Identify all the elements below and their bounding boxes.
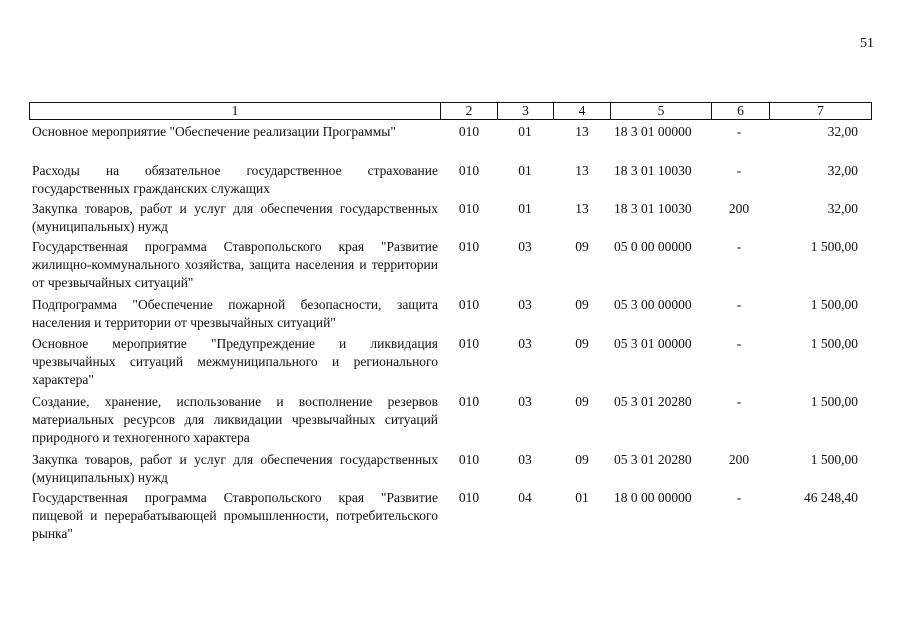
row-col-2: 010 <box>458 239 480 254</box>
row-col-5: 18 3 01 10030 <box>614 201 692 216</box>
row-col-5: 05 3 01 00000 <box>614 336 692 351</box>
row-description: Закупка товаров, работ и услуг для обеспечения государственных (муниципальных) нужд <box>32 201 438 234</box>
header-col-3: 3 <box>498 103 554 119</box>
row-col-7: 32,00 <box>827 201 858 216</box>
row-col-5: 05 3 00 00000 <box>614 297 692 312</box>
row-col-6: - <box>736 124 742 139</box>
header-col-6: 6 <box>712 103 770 119</box>
row-description: Создание, хранение, использование и восполнение резервов материальных ресурсов для ликвидации чрезвычайных ситуаций природного и техногенного характера <box>32 394 438 445</box>
row-description: Закупка товаров, работ и услуг для обеспечения государственных (муниципальных) нужд <box>32 452 438 485</box>
row-description: Основное мероприятие "Предупреждение и ликвидация чрезвычайных ситуаций межмуниципального и регионального характера" <box>32 336 438 387</box>
row-col-4: 13 <box>575 201 589 216</box>
row-col-2: 010 <box>458 297 480 312</box>
row-col-5: 05 0 00 00000 <box>614 239 692 254</box>
row-col-3: 03 <box>518 394 532 409</box>
row-col-5: 05 3 01 20280 <box>614 452 692 467</box>
row-col-7: 1 500,00 <box>810 297 858 312</box>
row-col-3: 04 <box>518 490 532 505</box>
row-col-7: 1 500,00 <box>810 336 858 351</box>
row-description: Расходы на обязательное государственное страхование государственных гражданских служащих <box>32 163 438 196</box>
row-col-3: 03 <box>518 452 532 467</box>
header-col-2: 2 <box>441 103 498 119</box>
row-col-6: - <box>736 163 742 178</box>
row-col-6: - <box>736 336 742 351</box>
row-col-3: 01 <box>518 163 532 178</box>
row-col-4: 09 <box>575 239 589 254</box>
header-col-1: 1 <box>30 103 441 119</box>
row-col-5: 05 3 01 20280 <box>614 394 692 409</box>
row-col-2: 010 <box>458 336 480 351</box>
row-col-3: 03 <box>518 336 532 351</box>
row-col-6: - <box>736 394 742 409</box>
row-col-7: 1 500,00 <box>810 394 858 409</box>
row-col-4: 09 <box>575 394 589 409</box>
row-description: Государственная программа Ставропольского края "Развитие пищевой и перерабатывающей промышленности, потребительского рынка" <box>32 490 438 541</box>
header-col-7: 7 <box>817 103 824 118</box>
row-col-5: 18 0 00 00000 <box>614 490 692 505</box>
row-col-7: 46 248,40 <box>804 490 858 505</box>
row-col-3: 03 <box>518 239 532 254</box>
row-description: Государственная программа Ставропольского края "Развитие жилищно-коммунального хозяйства, защита населения и территории от чрезвычайных ситуаций" <box>32 239 438 290</box>
row-col-7: 1 500,00 <box>810 452 858 467</box>
row-col-5: 18 3 01 10030 <box>614 163 692 178</box>
row-col-2: 010 <box>458 394 480 409</box>
row-col-6: - <box>736 490 742 505</box>
row-description: Основное мероприятие "Обеспечение реализации Программы" <box>32 124 396 139</box>
row-col-4: 13 <box>575 124 589 139</box>
row-col-2: 010 <box>458 163 480 178</box>
row-col-6: - <box>736 239 742 254</box>
row-col-4: 09 <box>575 336 589 351</box>
row-col-3: 01 <box>518 124 532 139</box>
row-col-3: 03 <box>518 297 532 312</box>
row-col-4: 01 <box>575 490 589 505</box>
row-col-7: 32,00 <box>827 124 858 139</box>
row-col-7: 1 500,00 <box>810 239 858 254</box>
row-col-2: 010 <box>458 452 480 467</box>
row-col-2: 010 <box>458 490 480 505</box>
row-col-3: 01 <box>518 201 532 216</box>
row-col-7: 32,00 <box>827 163 858 178</box>
row-col-4: 13 <box>575 163 589 178</box>
row-col-5: 18 3 01 00000 <box>614 124 692 139</box>
page-number: 51 <box>860 36 874 51</box>
row-col-4: 09 <box>575 297 589 312</box>
row-col-4: 09 <box>575 452 589 467</box>
row-description: Подпрограмма "Обеспечение пожарной безопасности, защита населения и территории от чрезвычайных ситуаций" <box>32 297 438 330</box>
header-col-4: 4 <box>554 103 611 119</box>
header-col-5: 5 <box>611 103 712 119</box>
row-col-2: 010 <box>458 201 480 216</box>
row-col-6: 200 <box>728 201 750 216</box>
row-col-2: 010 <box>458 124 480 139</box>
row-col-6: 200 <box>728 452 750 467</box>
row-col-6: - <box>736 297 742 312</box>
